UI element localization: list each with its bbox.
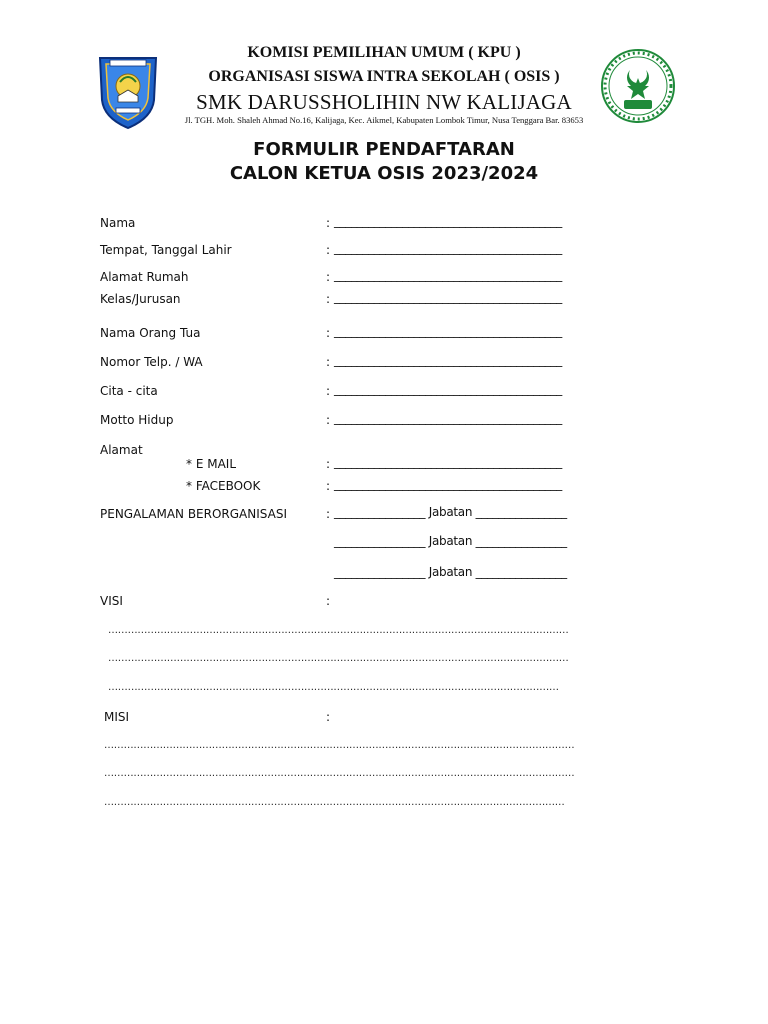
field-blank-motto[interactable]: ________________________________________: [334, 411, 563, 425]
field-colon: :: [326, 507, 331, 521]
misi-line[interactable]: ………………………………………………………………………………………………………………………………: [104, 740, 575, 751]
field-label-nama: Nama: [100, 216, 136, 230]
visi-line[interactable]: …………………………………………………………………………………………………………………………: [108, 682, 559, 693]
field-label-cita: Cita - cita: [100, 384, 158, 398]
visi-line[interactable]: ……………………………………………………………………………………………………………………………: [108, 653, 569, 664]
field-blank-cita[interactable]: ________________________________________: [334, 382, 563, 396]
field-label-kelas: Kelas/Jurusan: [100, 292, 181, 306]
field-label-motto: Motto Hidup: [100, 413, 174, 427]
field-label-pengalaman: PENGALAMAN BERORGANISASI: [100, 507, 287, 521]
field-blank-alamat-rumah[interactable]: ________________________________________: [334, 268, 563, 282]
field-colon: :: [326, 243, 331, 257]
field-label-facebook: * FACEBOOK: [186, 479, 261, 493]
pengalaman-row[interactable]: ________________ Jabatan ________________: [334, 565, 567, 579]
field-colon: :: [326, 355, 331, 369]
form-subtitle: CALON KETUA OSIS 2023/2024: [229, 163, 539, 184]
field-colon: :: [326, 292, 331, 306]
header-address: Jl. TGH. Moh. Shaleh Ahmad No.16, Kalijaga, Kec. Aikmel, Kabupaten Lombok Timur, Nusa Tenggara Bar. 83653: [184, 115, 584, 125]
field-colon: :: [326, 457, 331, 471]
visi-line[interactable]: ……………………………………………………………………………………………………………………………: [108, 625, 569, 636]
field-blank-kelas[interactable]: ________________________________________: [334, 290, 563, 304]
header-commission: KOMISI PEMILIHAN UMUM ( KPU ): [247, 44, 521, 61]
header-organisation: ORGANISASI SISWA INTRA SEKOLAH ( OSIS ): [208, 68, 560, 85]
field-label-alamat: Alamat: [100, 443, 143, 457]
pengalaman-row[interactable]: ________________ Jabatan ________________: [334, 505, 567, 519]
field-label-telp: Nomor Telp. / WA: [100, 355, 203, 369]
field-colon: :: [326, 594, 331, 608]
header-school-name: SMK DARUSSHOLIHIN NW KALIJAGA: [196, 90, 572, 114]
field-blank-telp[interactable]: ________________________________________: [334, 353, 563, 367]
field-blank-ttl[interactable]: ________________________________________: [334, 241, 563, 255]
field-label-orang-tua: Nama Orang Tua: [100, 326, 201, 340]
field-label-email: * E MAIL: [186, 457, 236, 471]
field-blank-orang-tua[interactable]: ________________________________________: [334, 324, 563, 338]
field-blank-nama[interactable]: ________________________________________: [334, 214, 563, 228]
misi-line[interactable]: ………………………………………………………………………………………………………………………………: [104, 768, 575, 779]
field-colon: :: [326, 710, 331, 724]
misi-line[interactable]: ……………………………………………………………………………………………………………………………: [104, 797, 565, 808]
field-label-misi: MISI: [104, 710, 130, 724]
field-colon: :: [326, 270, 331, 284]
field-colon: :: [326, 413, 331, 427]
field-colon: :: [326, 216, 331, 230]
form-title: FORMULIR PENDAFTARAN: [253, 139, 515, 160]
field-label-ttl: Tempat, Tanggal Lahir: [100, 243, 232, 257]
field-colon: :: [326, 479, 331, 493]
field-colon: :: [326, 384, 331, 398]
pengalaman-row[interactable]: ________________ Jabatan ________________: [334, 534, 567, 548]
field-colon: :: [326, 326, 331, 340]
field-label-alamat-rumah: Alamat Rumah: [100, 270, 189, 284]
field-blank-facebook[interactable]: ________________________________________: [334, 477, 563, 491]
field-label-visi: VISI: [100, 594, 123, 608]
field-blank-email[interactable]: ________________________________________: [334, 455, 563, 469]
